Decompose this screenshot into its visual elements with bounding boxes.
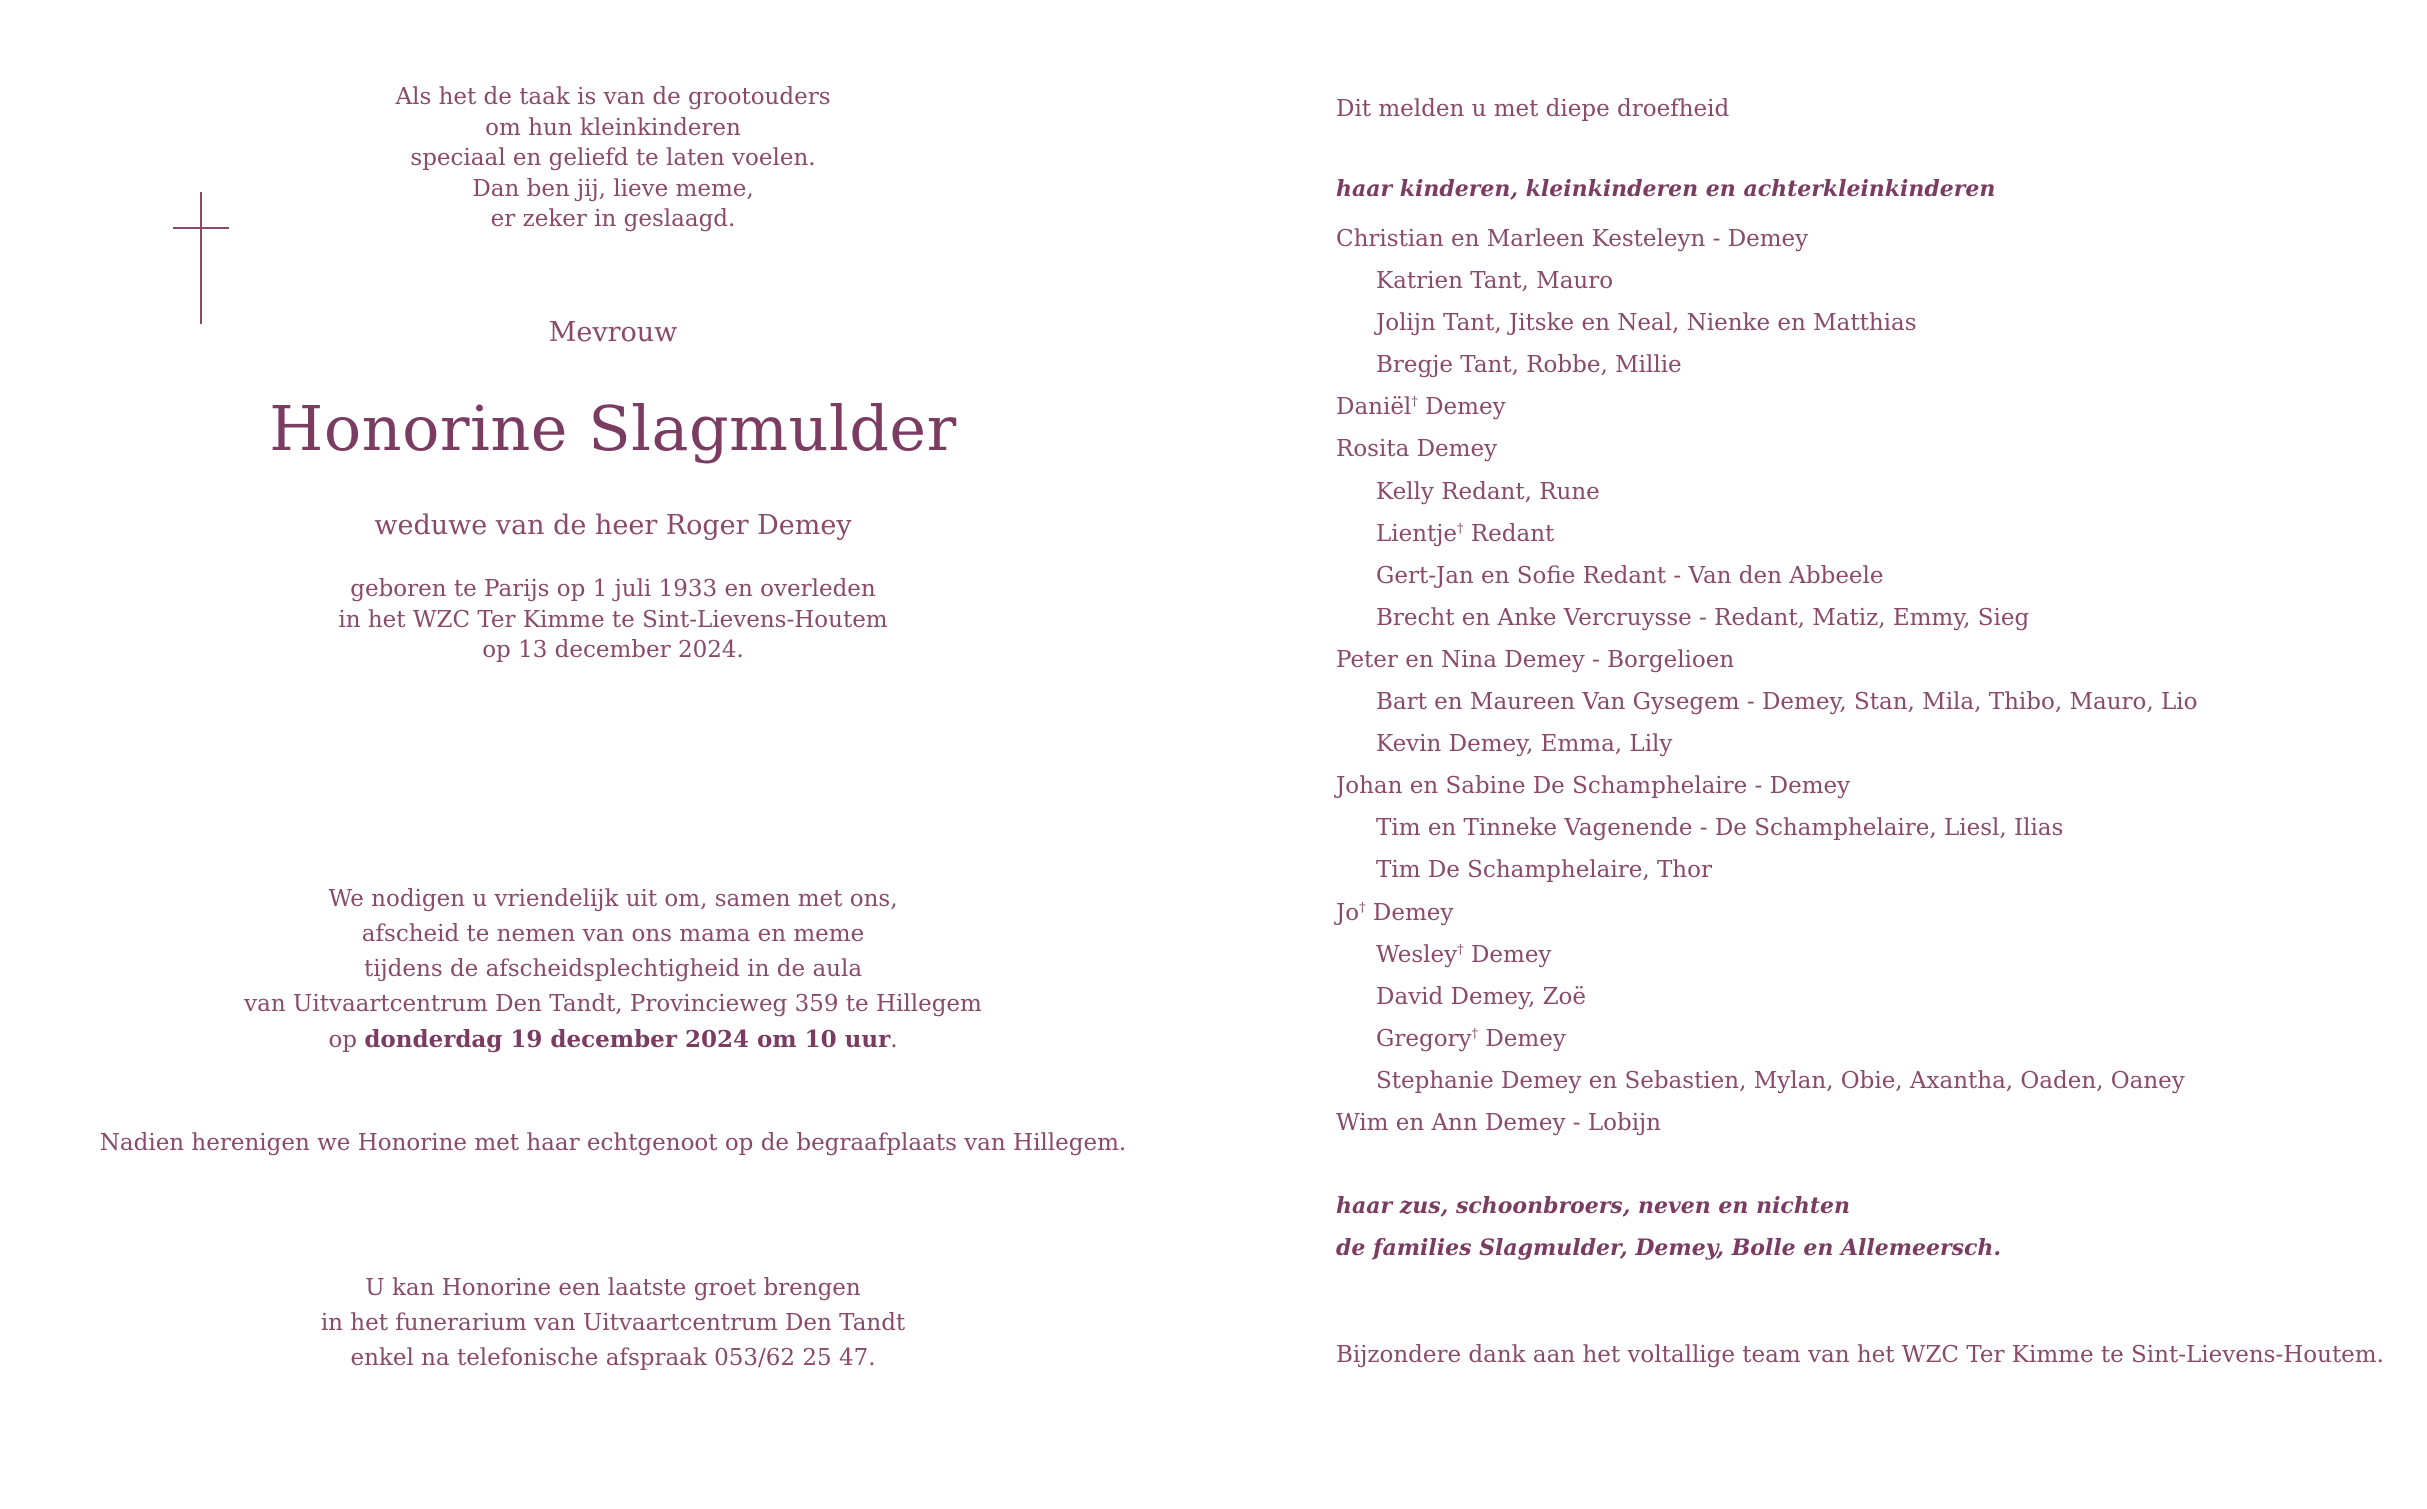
family-member	[1336, 681, 2197, 723]
poem-line: er zeker in geslaagd.	[490, 206, 736, 232]
family-member	[1336, 555, 2197, 597]
visitation-line: in het funerarium van Uitvaartcentrum Den Tandt	[320, 1310, 906, 1336]
family-member	[1336, 849, 2197, 891]
family-member-name: Stephanie Demey en Sebastien, Mylan, Obie, Axantha, Oaden, Oaney	[1376, 1067, 2185, 1094]
family-member-name: Wim en Ann Demey - Lobijn	[1336, 1109, 1661, 1136]
family-member-name: Johan en Sabine De Schamphelaire - Demey	[1336, 773, 1851, 800]
poem-line: Dan ben jij, lieve meme,	[472, 175, 754, 202]
family-member	[1336, 513, 2197, 555]
poem-line: speciaal en geliefd te laten voelen.	[410, 145, 816, 171]
family-member	[1336, 386, 2197, 428]
relatives	[1336, 1185, 2001, 1269]
family-member-name: Tim en Tinneke Vagenende - De Schamphelaire, Liesl, Ilias	[1376, 815, 2064, 842]
family-member-name: Jo	[1336, 899, 1360, 926]
deceased-mark: †	[1471, 1026, 1479, 1042]
visitation-line: enkel na telefonische afspraak 053/62 25 47.	[350, 1345, 876, 1371]
announcement: Dit melden u met diepe droefheid	[1336, 96, 1730, 122]
relatives-line: haar zus, schoonbroers, neven en nichten	[1336, 1193, 1850, 1219]
ceremony-date	[0, 1022, 1226, 1058]
deceased-mark: †	[1457, 941, 1464, 957]
invitation-line: tijdens de afscheidsplechtigheid in de aula	[363, 956, 863, 982]
family-member-name: Christian en Marleen Kesteleyn - Demey	[1336, 226, 1809, 252]
family-member	[1336, 260, 2197, 302]
family-member	[1336, 723, 2197, 765]
family-member-name: Gert-Jan en Sofie Redant - Van den Abbeele	[1376, 562, 1884, 589]
family-member	[1336, 344, 2197, 386]
family-list	[1336, 218, 2197, 1144]
family-member-name: Gregory	[1376, 1025, 1472, 1052]
family-member-name: Rosita Demey	[1336, 436, 1498, 463]
invitation	[0, 882, 1226, 1058]
family-member-name: Bart en Maureen Van Gysegem - Demey, Stan, Mila, Thibo, Mauro, Lio	[1376, 689, 2198, 716]
family-member	[1336, 1060, 2197, 1102]
family-member-surname: Demey	[1365, 899, 1454, 926]
birth-death-line: in het WZC Ter Kimme te Sint-Lievens-Houtem	[338, 606, 888, 633]
family-member-surname: Redant	[1463, 520, 1555, 547]
family-member-surname: Demey	[1478, 1025, 1566, 1052]
family-member	[1336, 807, 2197, 849]
deceased-mark: †	[1457, 521, 1464, 536]
visitation-info	[0, 1271, 1226, 1376]
deceased-mark: †	[1359, 899, 1366, 915]
family-member-name: Kevin Demey, Emma, Lily	[1376, 731, 1673, 758]
family-member	[1336, 934, 2197, 976]
family-member-surname: Demey	[1417, 394, 1506, 421]
widow-of: weduwe van de heer Roger Demey	[374, 510, 852, 541]
deceased-mark: †	[1411, 394, 1418, 410]
date-suffix: .	[890, 1027, 898, 1053]
family-member	[1336, 302, 2197, 344]
family-member-name: Tim De Schamphelaire, Thor	[1376, 857, 1712, 884]
family-member	[1336, 639, 2197, 681]
invitation-line: afscheid te nemen van ons mama en meme	[361, 921, 865, 947]
family-member	[1336, 597, 2197, 639]
family-member	[1336, 1102, 2197, 1144]
burial-note: Nadien herenigen we Honorine met haar echtgenoot op de begraafplaats van Hillegem.	[99, 1130, 1127, 1156]
family-member-name: Jolijn Tant, Jitske en Neal, Nienke en Matthias	[1376, 310, 1917, 337]
family-member-name: Kelly Redant, Rune	[1376, 478, 1600, 505]
date-bold: donderdag 19 december 2024 om 10 uur	[364, 1026, 891, 1053]
date-prefix: op	[328, 1027, 365, 1053]
thanks-note: Bijzondere dank aan het voltallige team van het WZC Ter Kimme te Sint-Lievens-Houtem.	[1336, 1342, 2384, 1368]
family-member-name: Daniël	[1336, 394, 1412, 421]
birth-death-line: geboren te Parijs op 1 juli 1933 en overleden	[350, 576, 876, 602]
poem-line: om hun kleinkinderen	[485, 114, 741, 141]
family-member	[1336, 765, 2197, 807]
family-member	[1336, 218, 2197, 260]
deceased-name: Honorine Slagmulder	[269, 392, 957, 465]
visitation-line: U kan Honorine een laatste groet brengen	[365, 1275, 861, 1301]
family-heading: haar kinderen, kleinkinderen en achterkleinkinderen	[1336, 176, 1996, 202]
family-member-name: David Demey, Zoë	[1376, 983, 1587, 1010]
family-member	[1336, 1018, 2197, 1060]
family-member	[1336, 892, 2197, 934]
invitation-line: van Uitvaartcentrum Den Tandt, Provincieweg 359 te Hillegem	[244, 991, 982, 1017]
birth-death-info	[0, 574, 1226, 666]
poem-line: Als het de taak is van de grootouders	[395, 84, 831, 110]
family-member-name: Katrien Tant, Mauro	[1376, 268, 1614, 295]
invitation-line: We nodigen u vriendelijk uit om, samen met ons,	[328, 886, 898, 912]
title-mevrouw: Mevrouw	[548, 317, 678, 348]
birth-death-line: op 13 december 2024.	[482, 637, 744, 663]
family-member	[1336, 976, 2197, 1018]
family-member	[1336, 428, 2197, 470]
family-member-name: Lientje	[1376, 520, 1458, 547]
family-member	[1336, 471, 2197, 513]
family-member-name: Peter en Nina Demey - Borgelioen	[1336, 646, 1735, 673]
family-member-name: Wesley	[1376, 941, 1458, 968]
poem	[0, 82, 1226, 235]
family-member-name: Brecht en Anke Vercruysse - Redant, Matiz, Emmy, Sieg	[1376, 604, 2030, 631]
family-member-name: Bregje Tant, Robbe, Millie	[1376, 352, 1682, 379]
relatives-line: de families Slagmulder, Demey, Bolle en Allemeersch.	[1336, 1235, 2002, 1261]
family-member-surname: Demey	[1463, 941, 1552, 968]
